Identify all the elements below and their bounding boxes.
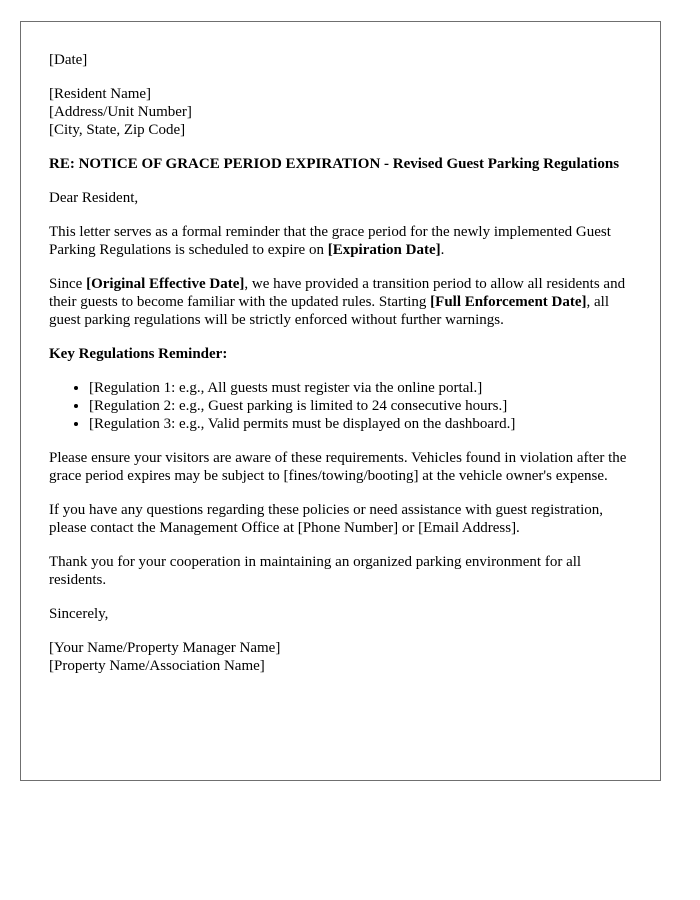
- paragraph-grace-period-text: This letter serves as a formal reminder that the grace period for the newly implemented Guest Parking Regulations is scheduled to expire on: [49, 224, 611, 258]
- closing: Sincerely,: [49, 606, 109, 622]
- regulation-item: • [Regulation 3: e.g., Valid permits must be displayed on the dashboard.]: [89, 415, 632, 433]
- signature-name: [Your Name/Property Manager Name]: [49, 640, 281, 656]
- subject-line: RE: NOTICE OF GRACE PERIOD EXPIRATION - Revised Guest Parking Regulations: [49, 156, 620, 172]
- original-effective-date-placeholder: [Original Effective Date]: [86, 276, 245, 292]
- regulations-heading: Key Regulations Reminder:: [49, 346, 228, 362]
- regulation-item: • [Regulation 1: e.g., All guests must register via the online portal.]: [89, 379, 632, 397]
- recipient-address: [Address/Unit Number]: [49, 104, 192, 120]
- signature-property: [Property Name/Association Name]: [49, 658, 265, 674]
- paragraph-grace-period: [49, 223, 632, 259]
- recipient-block: [49, 85, 632, 139]
- paragraph-transition: [49, 275, 632, 329]
- letter-container: [20, 21, 661, 781]
- recipient-city-state-zip: [City, State, Zip Code]: [49, 122, 186, 138]
- salutation: Dear Resident,: [49, 190, 139, 206]
- regulations-list: [49, 379, 632, 433]
- regulation-item: • [Regulation 2: e.g., Guest parking is limited to 24 consecutive hours.]: [89, 397, 632, 415]
- paragraph-transition-end: , all guest parking regulations will be strictly enforced without further warnings.: [49, 294, 610, 328]
- recipient-name: [Resident Name]: [49, 86, 152, 102]
- paragraph-violations: Please ensure your visitors are aware of these requirements. Vehicles found in violation after the grace period expires may be subject to [fines/towing/booting] at the vehicle owner's expense.: [49, 450, 627, 484]
- signature-block: [49, 639, 632, 675]
- paragraph-thanks: Thank you for your cooperation in maintaining an organized parking environment for all residents.: [49, 554, 582, 588]
- paragraph-contact: If you have any questions regarding these policies or need assistance with guest registration, please contact the Management Office at [Phone Number] or [Email Address].: [49, 502, 604, 536]
- full-enforcement-date-placeholder: [Full Enforcement Date]: [430, 294, 587, 310]
- letter-date: [Date]: [49, 52, 88, 68]
- paragraph-grace-period-end: .: [440, 242, 445, 258]
- paragraph-transition-start: Since: [49, 276, 87, 292]
- paragraph-transition-middle: , we have provided a transition period to allow all residents and their guests to become familiar with the updated rules. Starting: [49, 276, 626, 310]
- expiration-date-placeholder: [Expiration Date]: [327, 242, 441, 258]
